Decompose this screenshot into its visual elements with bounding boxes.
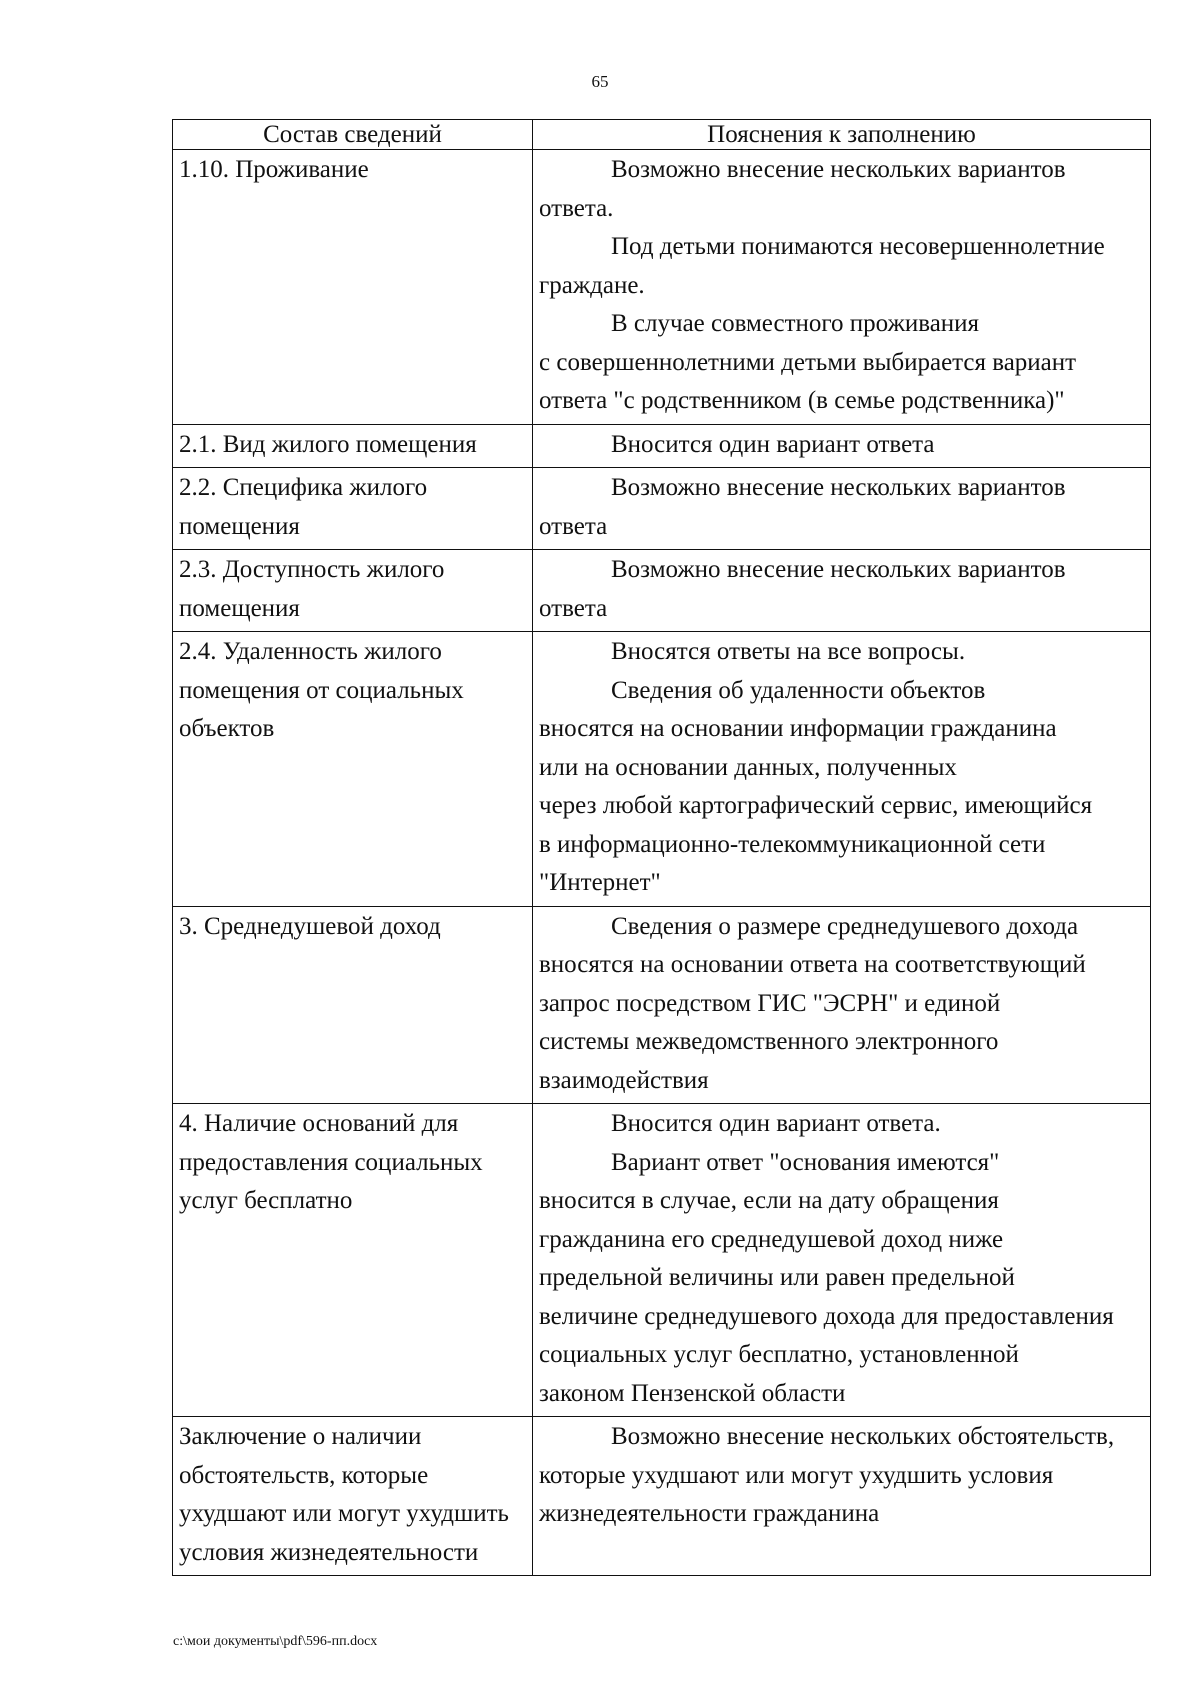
explanation-paragraph bbox=[539, 305, 1148, 344]
row-explanation bbox=[533, 1417, 1151, 1576]
row-explanation bbox=[533, 550, 1151, 632]
row-explanation bbox=[533, 632, 1151, 907]
row-item-name: 4. Наличие оснований для предоставления социальных услуг бесплатно bbox=[173, 1104, 533, 1417]
explanation-paragraph bbox=[539, 633, 1148, 672]
explanation-line: или на основании данных, полученных bbox=[539, 753, 957, 781]
explanation-paragraph bbox=[539, 1105, 1148, 1144]
explanation-line: жизнедеятельности гражданина bbox=[539, 1500, 880, 1527]
explanation-line: Возможно внесение нескольких обстоятельств, bbox=[611, 1423, 1115, 1450]
explanation-line: которые ухудшают или могут ухудшить условия bbox=[539, 1461, 1054, 1489]
row-explanation bbox=[533, 468, 1151, 550]
explanation-paragraph bbox=[539, 508, 1148, 547]
table-header-row bbox=[173, 120, 1151, 150]
row-item-name: 3. Среднедушевой доход bbox=[173, 906, 533, 1104]
explanation-line: запрос посредством ГИС "ЭСРН" и единой bbox=[539, 989, 1001, 1017]
explanation-paragraph bbox=[539, 267, 1148, 306]
explanation-paragraph bbox=[539, 590, 1148, 629]
table-row bbox=[173, 468, 1151, 550]
footer-file-path: c:\мои документы\pdf\596-пп.docx bbox=[173, 1634, 378, 1649]
explanation-line: законом Пензенской области bbox=[539, 1379, 846, 1407]
row-item-name: Заключение о наличии обстоятельств, которые ухудшают или могут ухудшить условия жизнедеятельности bbox=[173, 1417, 533, 1576]
explanation-paragraph bbox=[539, 710, 1148, 903]
explanation-line: взаимодействия bbox=[539, 1066, 709, 1094]
explanation-line: Вносятся ответы на все вопросы. bbox=[611, 638, 966, 665]
row-item-name: 2.1. Вид жилого помещения bbox=[173, 424, 533, 468]
explanation-paragraph bbox=[539, 469, 1148, 508]
table-row bbox=[173, 632, 1151, 907]
info-table bbox=[172, 119, 1151, 1576]
explanation-line: Вносится один вариант ответа bbox=[611, 430, 935, 458]
table-row bbox=[173, 150, 1151, 425]
explanation-line: вносятся на основании ответа на соответствующий bbox=[539, 951, 1086, 978]
explanation-paragraph bbox=[539, 1182, 1148, 1413]
explanation-line: Возможно внесение нескольких вариантов bbox=[611, 156, 1066, 183]
explanation-line: Вносится один вариант ответа. bbox=[611, 1110, 941, 1137]
explanation-paragraph bbox=[539, 672, 1148, 711]
explanation-line: ответа bbox=[539, 594, 608, 622]
explanation-line: вносятся на основании информации гражданина bbox=[539, 715, 1057, 742]
explanation-line: граждане. bbox=[539, 271, 645, 299]
row-item-name: 2.2. Специфика жилого помещения bbox=[173, 468, 533, 550]
explanation-line: ответа. bbox=[539, 194, 614, 222]
explanation-paragraph bbox=[539, 946, 1148, 1100]
explanation-paragraph bbox=[539, 1144, 1148, 1183]
explanation-line: Возможно внесение нескольких вариантов bbox=[611, 474, 1066, 501]
explanation-line: ответа bbox=[539, 512, 608, 540]
explanation-paragraph bbox=[539, 228, 1148, 267]
explanation-line: Возможно внесение нескольких вариантов bbox=[611, 556, 1066, 583]
page-number: 65 bbox=[591, 72, 609, 91]
table-body bbox=[173, 150, 1151, 1576]
table-row bbox=[173, 1104, 1151, 1417]
row-explanation bbox=[533, 424, 1151, 468]
table-row bbox=[173, 424, 1151, 468]
explanation-paragraph bbox=[539, 1457, 1148, 1534]
explanation-line: гражданина его среднедушевой доход ниже bbox=[539, 1225, 1004, 1253]
column-header-composition: Состав сведений bbox=[173, 120, 533, 150]
explanation-line: Под детьми понимаются несовершеннолетние bbox=[611, 233, 1105, 260]
explanation-line: Сведения о размере среднедушевого дохода bbox=[611, 912, 1079, 940]
explanation-paragraph bbox=[539, 426, 1148, 465]
explanation-line: предельной величины или равен предельной bbox=[539, 1264, 1015, 1291]
explanation-line: социальных услуг бесплатно, установленной bbox=[539, 1341, 1019, 1368]
row-item-name: 2.3. Доступность жилого помещения bbox=[173, 550, 533, 632]
row-item-name: 1.10. Проживание bbox=[173, 150, 533, 425]
explanation-paragraph bbox=[539, 151, 1148, 190]
explanation-paragraph bbox=[539, 1418, 1148, 1457]
explanation-line: В случае совместного проживания bbox=[611, 310, 980, 337]
explanation-line: системы межведомственного электронного bbox=[539, 1028, 999, 1055]
column-header-explanations: Пояснения к заполнению bbox=[533, 120, 1151, 150]
explanation-paragraph bbox=[539, 551, 1148, 590]
explanation-line: с совершеннолетними детьми выбирается вариант bbox=[539, 348, 1077, 376]
explanation-line: Вариант ответ "основания имеются" bbox=[611, 1148, 1000, 1176]
explanation-paragraph bbox=[539, 344, 1148, 421]
explanation-paragraph bbox=[539, 190, 1148, 229]
table-row bbox=[173, 906, 1151, 1104]
table-row bbox=[173, 550, 1151, 632]
explanation-line: Сведения об удаленности объектов bbox=[611, 676, 986, 704]
row-explanation bbox=[533, 906, 1151, 1104]
explanation-line: величине среднедушевого дохода для предоставления bbox=[539, 1302, 1114, 1330]
table-row bbox=[173, 1417, 1151, 1576]
row-explanation bbox=[533, 1104, 1151, 1417]
explanation-line: вносится в случае, если на дату обращения bbox=[539, 1187, 999, 1214]
explanation-paragraph bbox=[539, 908, 1148, 947]
explanation-line: "Интернет" bbox=[539, 869, 661, 896]
row-explanation bbox=[533, 150, 1151, 425]
explanation-line: в информационно-телекоммуникационной сети bbox=[539, 830, 1046, 858]
explanation-line: ответа "с родственником (в семье родственника)" bbox=[539, 387, 1065, 414]
row-item-name: 2.4. Удаленность жилого помещения от социальных объектов bbox=[173, 632, 533, 907]
explanation-line: через любой картографический сервис, имеющийся bbox=[539, 792, 1093, 819]
